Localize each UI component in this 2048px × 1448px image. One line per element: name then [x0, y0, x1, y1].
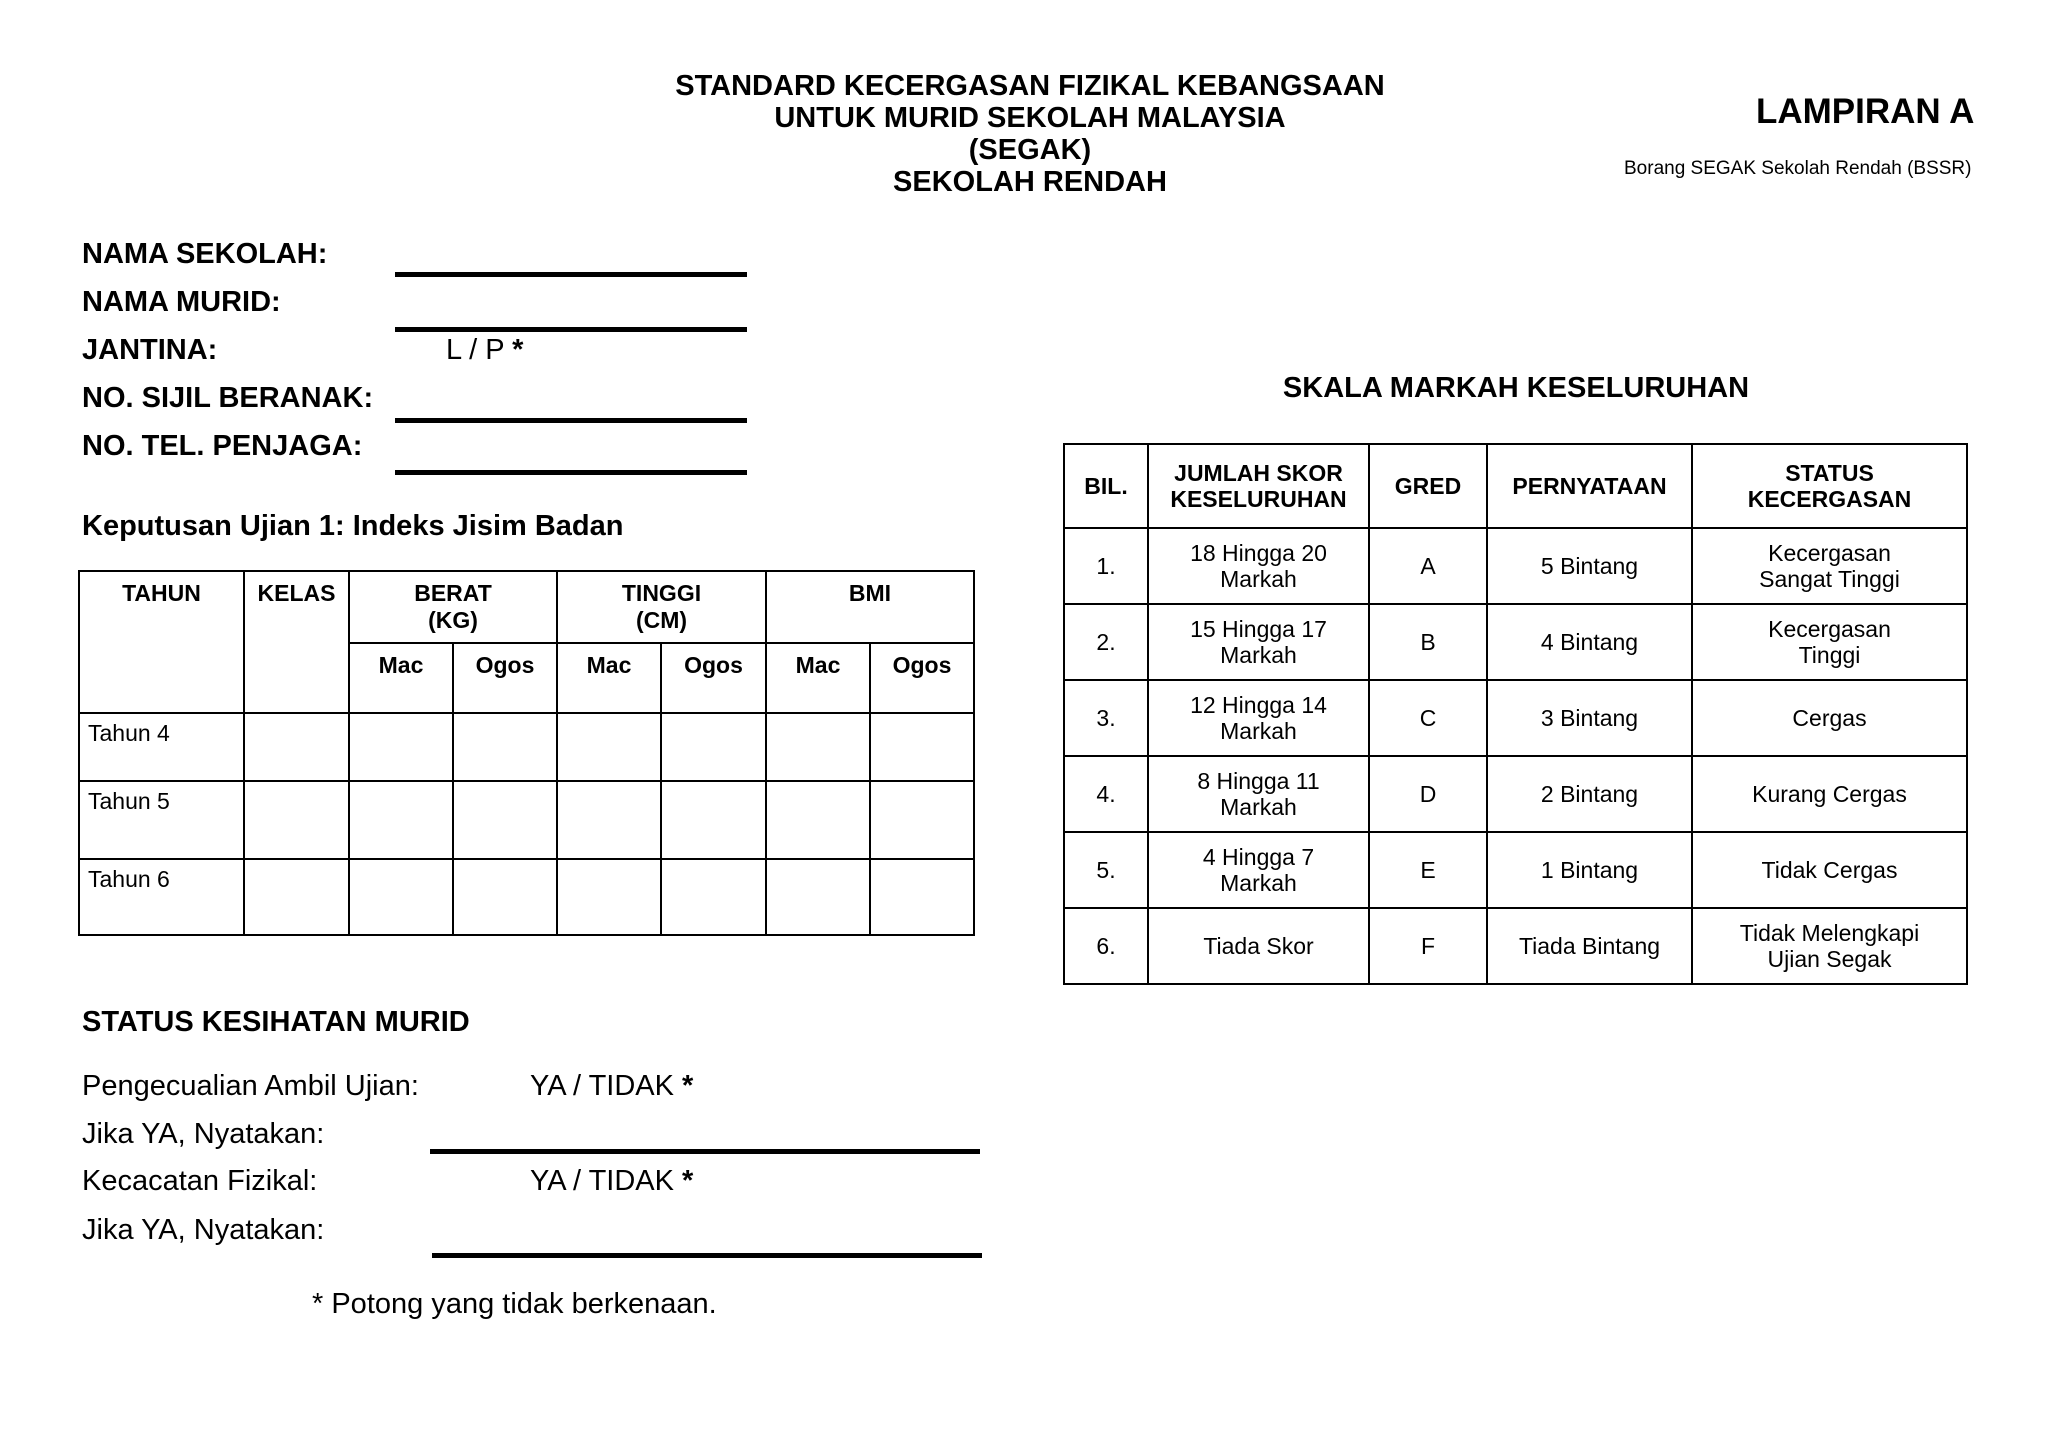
- input-cell[interactable]: [557, 859, 661, 935]
- input-cell[interactable]: [661, 781, 766, 859]
- health-heading: STATUS KESIHATAN MURID: [82, 1006, 470, 1038]
- input-cell[interactable]: [453, 859, 557, 935]
- table-row: [1064, 604, 1967, 680]
- cell-skor-line: Tiada Skor: [1203, 933, 1314, 959]
- col-jumlah-line-2: KESELURUHAN: [1170, 486, 1347, 512]
- jantina-options[interactable]: [446, 334, 523, 367]
- scale-table: [1063, 443, 1968, 985]
- cell-gred: B: [1369, 604, 1487, 680]
- cell-bil: 3.: [1064, 680, 1148, 756]
- cell-skor-line: Markah: [1220, 718, 1297, 744]
- col-status-line-1: STATUS: [1785, 460, 1874, 486]
- input-cell[interactable]: [766, 859, 870, 935]
- col-tinggi: [557, 571, 766, 643]
- col-berat: [349, 571, 557, 643]
- col-tinggi-line-2: (CM): [635, 607, 688, 633]
- input-cell[interactable]: [766, 713, 870, 781]
- col-bil: BIL.: [1064, 444, 1148, 528]
- title-line-1: STANDARD KECERGASAN FIZIKAL KEBANGSAAN: [675, 70, 1385, 102]
- table-row: [79, 781, 974, 859]
- col-gred: GRED: [1369, 444, 1487, 528]
- kecacatan-label: Kecacatan Fizikal:: [82, 1165, 318, 1197]
- cell-skor-line: Markah: [1220, 642, 1297, 668]
- input-cell[interactable]: [349, 781, 453, 859]
- tel-penjaga-field[interactable]: [395, 470, 747, 475]
- asterisk-mark: *: [512, 334, 524, 366]
- input-cell[interactable]: [349, 859, 453, 935]
- sijil-beranak-field[interactable]: [395, 418, 747, 423]
- col-tahun: TAHUN: [79, 571, 244, 713]
- bmi-heading: Keputusan Ujian 1: Indeks Jisim Badan: [82, 510, 624, 542]
- input-cell[interactable]: [557, 713, 661, 781]
- sub-tinggi-mac: Mac: [557, 643, 661, 713]
- sub-bmi-mac: Mac: [766, 643, 870, 713]
- jika-ya-field-1[interactable]: [430, 1149, 980, 1154]
- cell-status-line: Tidak Cergas: [1761, 857, 1898, 883]
- col-tinggi-line-1: TINGGI: [621, 580, 702, 606]
- input-cell[interactable]: [244, 859, 349, 935]
- pengecualian-label: Pengecualian Ambil Ujian:: [82, 1070, 419, 1102]
- cell-status: [1692, 528, 1967, 604]
- input-cell[interactable]: [870, 859, 974, 935]
- table-row: [1064, 756, 1967, 832]
- table-row: [1064, 528, 1967, 604]
- row-year: Tahun 6: [79, 859, 244, 935]
- col-berat-line-1: BERAT: [414, 580, 492, 606]
- scale-body: [1064, 528, 1967, 984]
- col-jumlah-line-1: JUMLAH SKOR: [1174, 460, 1343, 486]
- sub-berat-mac: Mac: [349, 643, 453, 713]
- cell-gred: C: [1369, 680, 1487, 756]
- cell-skor: [1148, 832, 1369, 908]
- input-cell[interactable]: [870, 781, 974, 859]
- ya-tidak-text: YA / TIDAK: [530, 1070, 674, 1102]
- input-cell[interactable]: [244, 781, 349, 859]
- asterisk-mark: *: [682, 1165, 694, 1197]
- cell-status-line: Tidak Melengkapi: [1739, 920, 1920, 946]
- jika-ya-label-1: Jika YA, Nyatakan:: [82, 1118, 325, 1150]
- cell-skor: [1148, 756, 1369, 832]
- footnote: * Potong yang tidak berkenaan.: [312, 1288, 717, 1320]
- col-status-line-2: KECERGASAN: [1747, 486, 1912, 512]
- input-cell[interactable]: [661, 713, 766, 781]
- cell-pernyataan: 5 Bintang: [1487, 528, 1692, 604]
- cell-skor-line: 12 Hingga 14: [1190, 692, 1327, 718]
- cell-status-line: Ujian Segak: [1767, 946, 1892, 972]
- cell-status: [1692, 680, 1967, 756]
- cell-skor-line: Markah: [1220, 566, 1297, 592]
- cell-pernyataan: 1 Bintang: [1487, 832, 1692, 908]
- cell-status: [1692, 604, 1967, 680]
- cell-gred: A: [1369, 528, 1487, 604]
- col-berat-line-2: (KG): [428, 607, 478, 633]
- cell-pernyataan: 2 Bintang: [1487, 756, 1692, 832]
- cell-status-line: Kurang Cergas: [1752, 781, 1907, 807]
- input-cell[interactable]: [870, 713, 974, 781]
- asterisk-mark: *: [682, 1070, 694, 1102]
- cell-bil: 5.: [1064, 832, 1148, 908]
- table-row: [1064, 680, 1967, 756]
- nama-murid-field[interactable]: [395, 327, 747, 332]
- col-status: [1692, 444, 1967, 528]
- nama-sekolah-label: NAMA SEKOLAH:: [82, 238, 328, 270]
- col-kelas: KELAS: [244, 571, 349, 713]
- cell-skor-line: 4 Hingga 7: [1202, 844, 1315, 870]
- col-pernyataan: PERNYATAAN: [1487, 444, 1692, 528]
- cell-bil: 4.: [1064, 756, 1148, 832]
- ya-tidak-text: YA / TIDAK: [530, 1165, 674, 1197]
- cell-status-line: Kecergasan: [1768, 540, 1891, 566]
- input-cell[interactable]: [557, 781, 661, 859]
- jantina-text: L / P: [446, 334, 513, 366]
- input-cell[interactable]: [244, 713, 349, 781]
- document-title: [560, 70, 1500, 198]
- cell-skor: [1148, 604, 1369, 680]
- row-year: Tahun 4: [79, 713, 244, 781]
- input-cell[interactable]: [766, 781, 870, 859]
- nama-murid-label: NAMA MURID:: [82, 286, 281, 318]
- cell-skor-line: 18 Hingga 20: [1190, 540, 1327, 566]
- sub-berat-ogos: Ogos: [453, 643, 557, 713]
- cell-pernyataan: 4 Bintang: [1487, 604, 1692, 680]
- col-bmi: BMI: [766, 571, 974, 643]
- cell-bil: 6.: [1064, 908, 1148, 984]
- row-year: Tahun 5: [79, 781, 244, 859]
- table-row: [1064, 908, 1967, 984]
- cell-skor: [1148, 528, 1369, 604]
- cell-status-line: Sangat Tinggi: [1759, 566, 1900, 592]
- cell-status-line: Cergas: [1792, 705, 1867, 731]
- table-row: [79, 713, 974, 781]
- title-line-2: UNTUK MURID SEKOLAH MALAYSIA: [774, 102, 1286, 134]
- lampiran-label: LAMPIRAN A: [1756, 92, 1975, 131]
- cell-status: [1692, 756, 1967, 832]
- table-row: [79, 859, 974, 935]
- col-jumlah-skor: [1148, 444, 1369, 528]
- sub-tinggi-ogos: Ogos: [661, 643, 766, 713]
- form-code: Borang SEGAK Sekolah Rendah (BSSR): [1624, 158, 1972, 179]
- nama-sekolah-field[interactable]: [395, 272, 747, 277]
- cell-gred: E: [1369, 832, 1487, 908]
- pengecualian-options[interactable]: [530, 1070, 693, 1103]
- table-row: [1064, 832, 1967, 908]
- sub-bmi-ogos: Ogos: [870, 643, 974, 713]
- cell-gred: F: [1369, 908, 1487, 984]
- jika-ya-label-2: Jika YA, Nyatakan:: [82, 1214, 325, 1246]
- cell-bil: 2.: [1064, 604, 1148, 680]
- title-line-3: (SEGAK): [968, 134, 1092, 166]
- jantina-label: JANTINA:: [82, 334, 218, 366]
- cell-skor: [1148, 908, 1369, 984]
- cell-status-line: Tinggi: [1798, 642, 1861, 668]
- input-cell[interactable]: [453, 713, 557, 781]
- cell-skor-line: 15 Hingga 17: [1190, 616, 1327, 642]
- input-cell[interactable]: [349, 713, 453, 781]
- cell-pernyataan: Tiada Bintang: [1487, 908, 1692, 984]
- bmi-table: [78, 570, 975, 936]
- cell-skor: [1148, 680, 1369, 756]
- cell-status-line: Kecergasan: [1768, 616, 1891, 642]
- sijil-beranak-label: NO. SIJIL BERANAK:: [82, 382, 374, 414]
- input-cell[interactable]: [453, 781, 557, 859]
- tel-penjaga-label: NO. TEL. PENJAGA:: [82, 430, 363, 462]
- input-cell[interactable]: [661, 859, 766, 935]
- cell-status: [1692, 908, 1967, 984]
- cell-pernyataan: 3 Bintang: [1487, 680, 1692, 756]
- cell-skor-line: Markah: [1220, 870, 1297, 896]
- cell-gred: D: [1369, 756, 1487, 832]
- jika-ya-field-2[interactable]: [432, 1253, 982, 1258]
- title-line-4: SEKOLAH RENDAH: [893, 166, 1167, 198]
- cell-skor-line: Markah: [1220, 794, 1297, 820]
- scale-heading: SKALA MARKAH KESELURUHAN: [1282, 372, 1750, 404]
- cell-status: [1692, 832, 1967, 908]
- cell-bil: 1.: [1064, 528, 1148, 604]
- cell-skor-line: 8 Hingga 11: [1197, 768, 1320, 794]
- kecacatan-options[interactable]: [530, 1165, 693, 1198]
